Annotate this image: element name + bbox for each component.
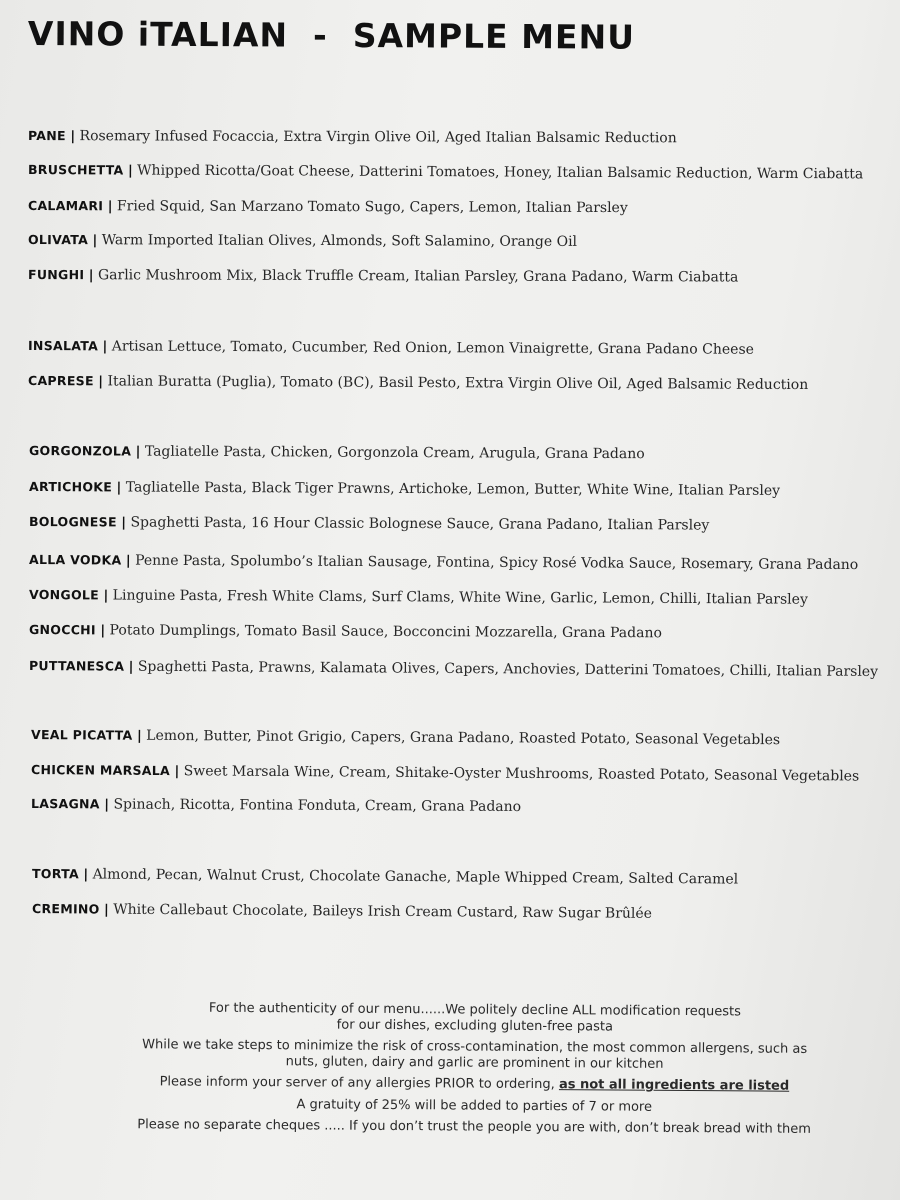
menu-item (28, 267, 738, 285)
item-name: CREMINO (31, 901, 100, 917)
separator: | (116, 480, 122, 496)
menu-item (29, 514, 709, 534)
menu-item (28, 232, 577, 250)
separator: | (83, 867, 89, 883)
item-description: Sweet Marsala Wine, Cream, Shitake-Oyster Mushrooms, Roasted Potato, Seasonal Vegetables (183, 763, 860, 785)
menu-item (29, 443, 645, 462)
item-description: Rosemary Infused Focaccia, Extra Virgin Olive Oil, Aged Italian Balsamic Reduction (79, 128, 677, 147)
gratuity-note: A gratuity of 25% will be added to parties of 7 or more (296, 1096, 653, 1115)
menu-item (31, 796, 521, 815)
item-description: Spaghetti Pasta, 16 Hour Classic Bolognese Sauce, Grana Padano, Italian Parsley (130, 514, 710, 534)
item-description: Almond, Pecan, Walnut Crust, Chocolate Ganache, Maple Whipped Cream, Salted Caramel (92, 866, 739, 888)
item-name: GORGONZOLA (28, 443, 132, 459)
inform-text: Please inform your server of any allergies PRIOR to ordering, (159, 1074, 555, 1093)
allergen-notice (110, 1037, 840, 1073)
separator: | (98, 374, 104, 390)
modification-policy (110, 1000, 840, 1036)
allergy-inform-note (109, 1074, 839, 1095)
menu-item (31, 727, 780, 748)
separator: | (92, 233, 98, 249)
separator: | (103, 588, 109, 604)
separator: | (102, 339, 108, 355)
menu-item (32, 901, 652, 922)
item-name: LASAGNA (30, 796, 100, 812)
separator: | (70, 129, 76, 145)
item-description: Spaghetti Pasta, Prawns, Kalamata Olives, Capers, Anchovies, Datterini Tomatoes, Chilli, Italian Parsley (137, 658, 879, 680)
item-name: CHICKEN MARSALA (30, 762, 171, 779)
separator: | (135, 444, 141, 460)
separator: | (128, 659, 134, 675)
separator: | (104, 797, 110, 813)
menu-item (28, 198, 628, 216)
item-description: Potato Dumplings, Tomato Basil Sauce, Bocconcini Mozzarella, Grana Padano (109, 622, 662, 642)
item-name: BOLOGNESE (28, 514, 117, 530)
menu-item (29, 479, 780, 499)
footer-notes (109, 1000, 840, 1144)
item-name: FUNGHI (27, 267, 85, 283)
cheques-note: Please no separate cheques ..... If you don’t trust the people you are with, don’t break bread with them (137, 1117, 811, 1137)
menu-item (28, 338, 754, 358)
allergen-line-2: nuts, gluten, dairy and garlic are prominent in our kitchen (285, 1053, 664, 1072)
page-title: VINO iTALIAN - SAMPLE MENU (27, 14, 636, 57)
separator: | (127, 163, 133, 179)
item-description: Penne Pasta, Spolumbo’s Italian Sausage, Fontina, Spicy Rosé Vodka Sauce, Rosemary, Grana Padano (135, 552, 859, 574)
item-description: Italian Buratta (Puglia), Tomato (BC), Basil Pesto, Extra Virgin Olive Oil, Aged Balsamic Reduction (107, 373, 809, 394)
menu-item (29, 622, 662, 641)
item-description: Artisan Lettuce, Tomato, Cucumber, Red Onion, Lemon Vinaigrette, Grana Padano Cheese (111, 338, 755, 358)
item-name: PUTTANESCA (28, 658, 125, 674)
item-name: OLIVATA (27, 232, 89, 248)
item-description: Linguine Pasta, Fresh White Clams, Surf Clams, White Wine, Garlic, Lemon, Chilli, Italian Parsley (112, 587, 808, 608)
item-name: ARTICHOKE (28, 479, 113, 495)
item-name: VEAL PICATTA (30, 727, 133, 743)
item-description: Tagliatelle Pasta, Black Tiger Prawns, Artichoke, Lemon, Butter, White Wine, Italian Parsley (125, 479, 781, 499)
menu-item (31, 762, 859, 785)
item-description: Garlic Mushroom Mix, Black Truffle Cream, Italian Parsley, Grana Padano, Warm Ciabatta (97, 267, 739, 286)
menu-item (29, 552, 858, 573)
modification-line-2: for our dishes, excluding gluten-free pasta (336, 1017, 614, 1035)
item-description: Fried Squid, San Marzano Tomato Sugo, Capers, Lemon, Italian Parsley (116, 198, 628, 217)
item-description: Warm Imported Italian Olives, Almonds, Soft Salamino, Orange Oil (101, 232, 578, 250)
item-name: INSALATA (27, 338, 99, 354)
item-name: TORTA (31, 866, 80, 882)
separator: | (100, 623, 106, 639)
item-name: ALLA VODKA (28, 552, 122, 568)
item-description: Tagliatelle Pasta, Chicken, Gorgonzola Cream, Arugula, Grana Padano (144, 443, 645, 463)
item-description: Spinach, Ricotta, Fontina Fonduta, Cream, Grana Padano (113, 796, 522, 815)
modification-line-1: For the authenticity of our menu......We politely decline ALL modification requests (208, 1000, 742, 1020)
separator: | (121, 515, 127, 531)
allergen-line-1: While we take steps to minimize the risk of cross-contamination, the most common allergens, such as (142, 1037, 808, 1057)
item-description: Lemon, Butter, Pinot Grigio, Capers, Grana Padano, Roasted Potato, Seasonal Vegetables (146, 727, 781, 749)
item-name: CAPRESE (27, 373, 94, 389)
menu-item (28, 162, 863, 182)
menu-item (28, 373, 808, 393)
item-name: GNOCCHI (28, 622, 96, 638)
item-name: VONGOLE (28, 587, 100, 603)
menu-item (29, 587, 808, 608)
separator: | (174, 764, 180, 780)
separator: | (136, 728, 142, 744)
menu-item (29, 658, 878, 680)
separator: | (104, 902, 109, 918)
ingredients-warning: as not all ingredients are listed (558, 1077, 790, 1094)
menu-item (28, 128, 677, 146)
separator: | (107, 199, 113, 215)
separator: | (88, 268, 94, 284)
item-name: BRUSCHETTA (27, 162, 124, 178)
item-name: PANE (27, 128, 66, 144)
item-description: Whipped Ricotta/Goat Cheese, Datterini Tomatoes, Honey, Italian Balsamic Reduction, Warm Ciabatta (137, 162, 864, 183)
menu-item (32, 866, 738, 888)
item-name: CALAMARI (27, 198, 104, 214)
separator: | (125, 553, 131, 569)
item-description: White Callebaut Chocolate, Baileys Irish Cream Custard, Raw Sugar Brûlée (113, 901, 653, 922)
